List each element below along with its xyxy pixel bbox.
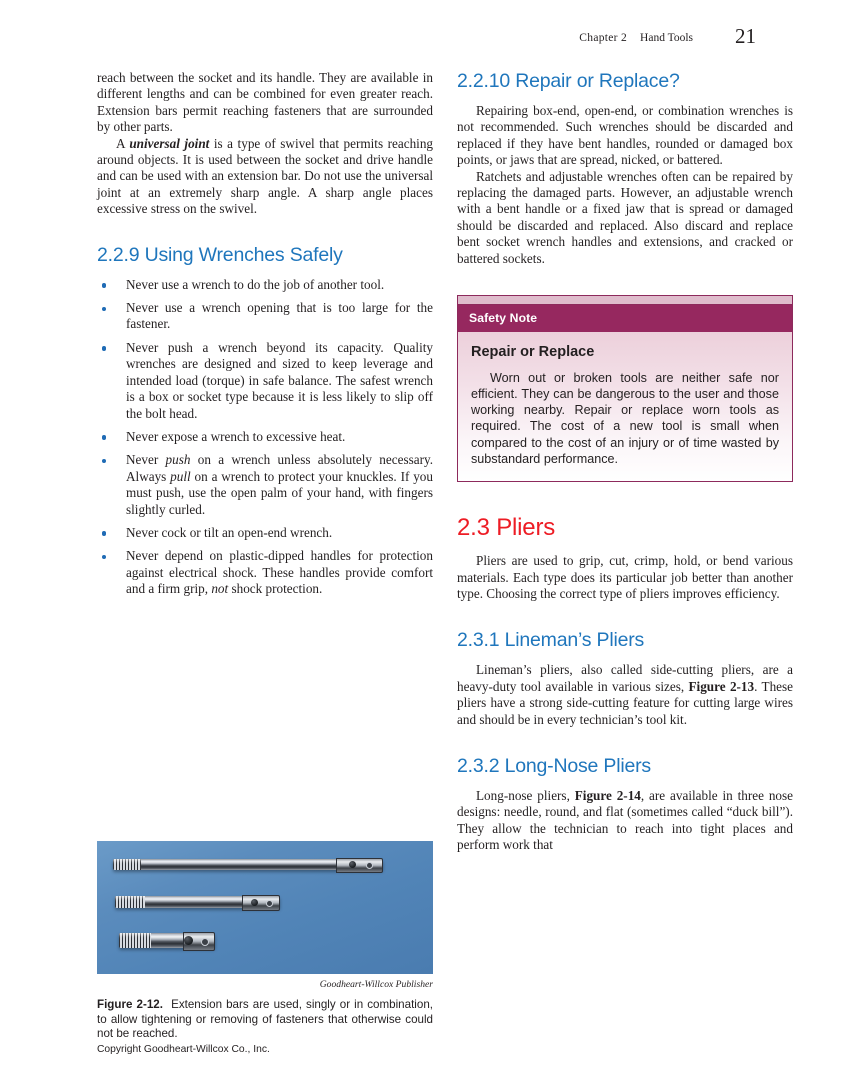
figure-credit: Goodheart-Willcox Publisher xyxy=(319,979,433,990)
bar-socket-end xyxy=(115,896,145,908)
extension-bar-short xyxy=(119,933,215,948)
paragraph-linemans-pliers xyxy=(457,662,793,728)
safety-note-top-strip xyxy=(458,296,792,305)
heading-2-3-2: 2.3.2 Long-Nose Pliers xyxy=(457,754,651,777)
page-number: 21 xyxy=(735,24,756,48)
paragraph-universal-joint xyxy=(97,136,433,218)
bullet-pre: Never xyxy=(126,452,166,468)
safety-note-body xyxy=(458,332,792,481)
extension-bar-long xyxy=(113,859,383,870)
running-head-chapter: Chapter 2 xyxy=(579,32,628,44)
safety-note-text: Worn out or broken tools are neither safe nor efficient. They can be dangerous to the user and those working nearby. Repair or replace worn tools as required. The cost of a new tool is small when compared to the cost of an injury or of time wasted by substandard performance. xyxy=(471,370,779,466)
paragraph-long-nose-pliers xyxy=(457,788,793,854)
bar-detent-knob xyxy=(184,936,193,945)
figure-image-extension-bars xyxy=(97,841,433,974)
longnose-post: , are available in three nose designs: needle, round, and flat (sometimes called “duck bill”). They allow the technician to reach into tight places and perform work that xyxy=(457,787,793,853)
universal-joint-rest: is a type of swivel that permits reaching around objects. It is used between the socket and drive handle and can be used with an extension bar. Do not use the universal joint at an extremely sharp angle. A sharp angle places excessive stress on the swivel. xyxy=(97,135,434,217)
heading-2-3: 2.3 Pliers xyxy=(457,514,556,542)
left-column xyxy=(97,70,433,605)
bar-drive-end xyxy=(242,895,280,911)
right-column xyxy=(457,70,793,854)
running-head-chapter-title: Hand Tools xyxy=(640,32,693,44)
bar-detent-knob xyxy=(349,861,356,868)
safety-note-title: Repair or Replace xyxy=(471,344,595,361)
extension-bar-medium xyxy=(115,896,280,908)
list-item: Never cock or tilt an open-end wrench. xyxy=(97,525,433,541)
running-head xyxy=(96,22,756,47)
bar-drive-end xyxy=(336,858,383,873)
paragraph-pliers-intro: Pliers are used to grip, cut, crimp, hold, or bend various materials. Each type does its particular job better than another type. Choosing the correct type of pliers improves efficiency. xyxy=(457,553,793,601)
figure-caption-text: Extension bars are used, singly or in combination, to allow tightening or removing of fasteners that otherwise could not be reached. xyxy=(97,998,433,1041)
bar-socket-end xyxy=(113,859,141,870)
bullet-pre: Never depend on plastic-dipped handles for protection against electrical shock. These handles provide comfort and a firm grip, xyxy=(126,548,433,597)
copyright-line: Copyright Goodheart-Willcox Co., Inc. xyxy=(97,1044,270,1055)
bar-detent-knob xyxy=(251,899,258,906)
universal-joint-lead: A xyxy=(116,135,130,151)
wrench-safety-bullet-list xyxy=(97,277,433,598)
figure-reference-2-14: Figure 2-14 xyxy=(574,787,641,803)
paragraph-continued: reach between the socket and its handle. They are available in different lengths and can be combined for even greater reach. Extension bars permit reaching fasteners that are surrounded by other parts. xyxy=(97,70,433,135)
figure-caption xyxy=(97,998,433,1042)
bar-socket-end xyxy=(119,933,151,948)
figure-reference-2-13: Figure 2-13 xyxy=(688,678,755,694)
safety-note-banner xyxy=(458,305,792,332)
figure-2-12 xyxy=(97,841,433,1042)
heading-2-3-1: 2.3.1 Lineman’s Pliers xyxy=(457,629,645,652)
bullet-post: on a wrench to protect your knuckles. If you must push, use the open palm of your hand, with fingers slightly curled. xyxy=(126,468,433,517)
list-item: Never expose a wrench to excessive heat. xyxy=(97,429,433,445)
heading-2-2-10: 2.2.10 Repair or Replace? xyxy=(457,70,680,92)
list-item xyxy=(97,548,433,597)
heading-2-2-9: 2.2.9 Using Wrenches Safely xyxy=(97,243,343,266)
longnose-pre: Long-nose pliers, xyxy=(476,787,575,803)
term-universal-joint: universal joint xyxy=(129,135,210,151)
bar-drive-hole xyxy=(366,862,373,869)
list-item: Never push a wrench beyond its capacity. Quality wrenches are designed and sized to keep leverage and intended load (torque) in safe balance. The safest wrench is a box or socket type because it is less likely to slip off the bolt head. xyxy=(97,340,433,422)
paragraph-repair-1: Repairing box-end, open-end, or combination wrenches is not recommended. Such wrenches should be discarded and replaced if they have bent handles, rounded or damaged box points, or jaws that are spread, nicked, or battered. xyxy=(457,103,793,168)
bar-drive-hole xyxy=(201,938,209,946)
list-item: Never use a wrench opening that is too large for the fastener. xyxy=(97,300,433,333)
figure-caption-label: Figure 2-12. xyxy=(97,998,163,1011)
list-item: Never use a wrench to do the job of another tool. xyxy=(97,277,433,293)
linemans-pre: Lineman’s pliers, also called side-cutting pliers, are a heavy-duty tool available in various sizes, xyxy=(457,662,793,694)
bullet-post: shock protection. xyxy=(228,581,323,597)
safety-note-box xyxy=(457,295,793,482)
bullet-emphasis-not: not xyxy=(211,581,229,597)
paragraph-repair-2: Ratchets and adjustable wrenches often can be repaired by replacing the damaged parts. However, an adjustable wrench with a bent handle or a fixed jaw that is spread or damaged should be discarded and replaced. Also discard and replace bent socket wrench handles and extensions, and cracked or battered sockets. xyxy=(457,168,793,266)
safety-note-banner-label: Safety Note xyxy=(469,311,538,326)
bullet-emphasis-pull: pull xyxy=(170,468,191,484)
bullet-mid: on a wrench unless absolutely necessary. Always xyxy=(126,452,433,484)
bar-drive-hole xyxy=(266,900,273,907)
bullet-emphasis-push: push xyxy=(165,452,191,468)
list-item xyxy=(97,452,433,518)
linemans-post: . These pliers have a strong side-cutting feature for cutting large wires and should be in every technician’s tool kit. xyxy=(457,678,794,727)
